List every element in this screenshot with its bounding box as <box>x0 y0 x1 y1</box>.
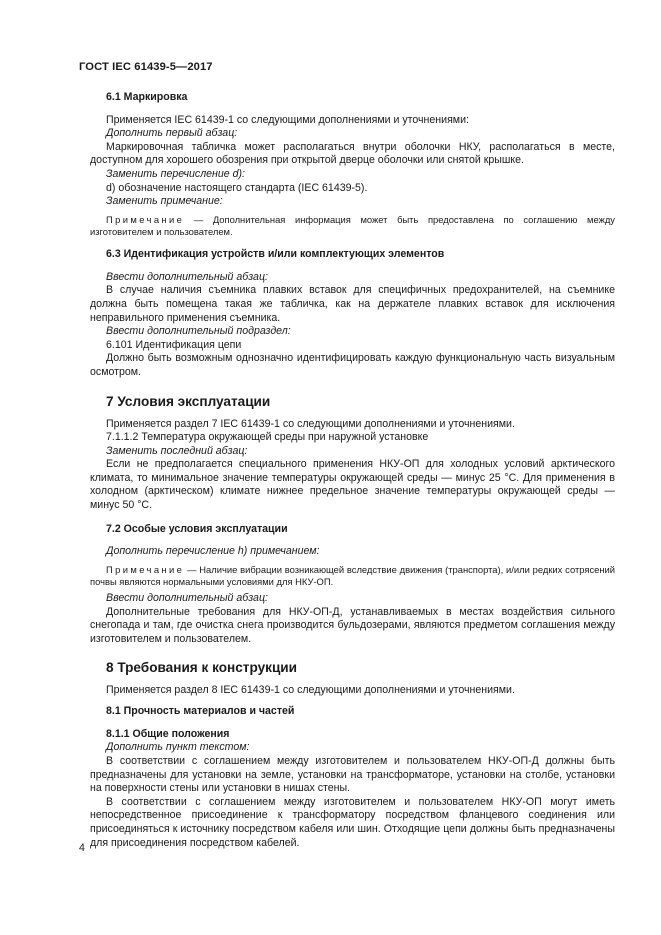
paragraph: Маркировочная табличка может располагаться внутри оболочки НКУ, располагаться в месте, доступном для хорошего обозрения при открытой дверце оболочки или снятой крышке. <box>90 140 615 167</box>
section-8-1-1-title: 8.1.1 Общие положения <box>106 727 230 740</box>
page-number: 4 <box>79 842 85 854</box>
note-label: Примечание <box>106 563 185 575</box>
section-6-3-title: 6.3 Идентификация устройств и/или комплектующих элементов <box>106 248 445 261</box>
note <box>90 214 615 238</box>
note-text: — Дополнительная информация может быть предоставлена по соглашению между изготовителем и пользователем. <box>90 213 615 237</box>
paragraph: Применяется раздел 7 IEC 61439-1 со следующими дополнениями и уточнениями. <box>106 417 515 430</box>
paragraph: Применяется раздел 8 IEC 61439-1 со следующими дополнениями и уточнениями. <box>106 683 515 696</box>
note-label: Примечание <box>106 213 185 225</box>
paragraph: В соответствии с соглашением между изготовителем и пользователем НКУ-ОП могут иметь непосредственное присоединение к трансформатору посредством фланцевого соединения или присоединяться к источнику посредством кабеля или шин. Отходящие цепи должны быть предназначены для присоединения посредством кабелей. <box>90 795 615 849</box>
section-8-1-title: 8.1 Прочность материалов и частей <box>106 705 295 718</box>
subsection-title: 7.1.1.2 Температура окружающей среды при наружной установке <box>106 431 429 444</box>
section-8-title: 8 Требования к конструкции <box>106 659 298 675</box>
list-item: d) обозначение настоящего стандарта (IEC 61439-5). <box>106 181 368 194</box>
paragraph: В соответствии с соглашением между изготовителем и пользователем НКУ-ОП-Д должны быть предназначены для установки на земле, установки на трансформаторе, установки на столбе, установки на поверхности стены или установки в нишах стены. <box>90 755 615 795</box>
paragraph: Дополнительные требования для НКУ-ОП-Д, устанавливаемых в местах воздействия сильного снегопада и там, где очистка снега производится бульдозерами, являются предметом соглашения между изготовителем и пользователем. <box>90 605 615 646</box>
instruction: Дополнить перечисление h) примечанием: <box>106 545 320 558</box>
section-7-2-title: 7.2 Особые условия эксплуатации <box>106 522 288 535</box>
instruction: Заменить перечисление d): <box>106 167 245 180</box>
document-header: ГОСТ IEC 61439-5—2017 <box>79 61 213 73</box>
note <box>90 564 615 588</box>
instruction: Ввести дополнительный подраздел: <box>106 325 291 338</box>
section-7-title: 7 Условия эксплуатации <box>106 393 271 409</box>
instruction: Дополнить пункт текстом: <box>106 741 250 754</box>
instruction: Ввести дополнительный абзац: <box>106 592 268 605</box>
instruction: Заменить последний абзац: <box>106 444 248 457</box>
subsection-title: 6.101 Идентификация цепи <box>106 338 242 351</box>
paragraph: В случае наличия съемника плавких вставок для специфичных предохранителей, на съемнике должна быть помещена такая же табличка, как на держателе плавких вставок для исключения неправильного применения съемника. <box>90 284 615 324</box>
document-body <box>90 91 615 850</box>
paragraph: Если не предполагается специального применения НКУ-ОП для холодных условий арктического климата, то минимальное значение температуры окружающей среды — минус 25 °С. Для применения в холодном (арктическом) климате нижнее предельное значение температуры окружающей среды — минус 50 °С. <box>90 458 615 512</box>
instruction: Заменить примечание: <box>106 195 223 208</box>
paragraph: Применяется IEC 61439-1 со следующими дополнениями и уточнениями: <box>106 113 469 126</box>
instruction: Ввести дополнительный абзац: <box>106 270 268 283</box>
instruction: Дополнить первый абзац: <box>106 127 238 140</box>
section-6-1-title: 6.1 Маркировка <box>106 91 188 103</box>
paragraph: Должно быть возможным однозначно идентифицировать каждую функциональную часть визуальным осмотром. <box>90 352 615 378</box>
note-text: — Наличие вибрации возникающей вследствие движения (транспорта), и/или редких сотрясений почвы являются нормальными условиями для НКУ-ОП. <box>90 563 615 588</box>
